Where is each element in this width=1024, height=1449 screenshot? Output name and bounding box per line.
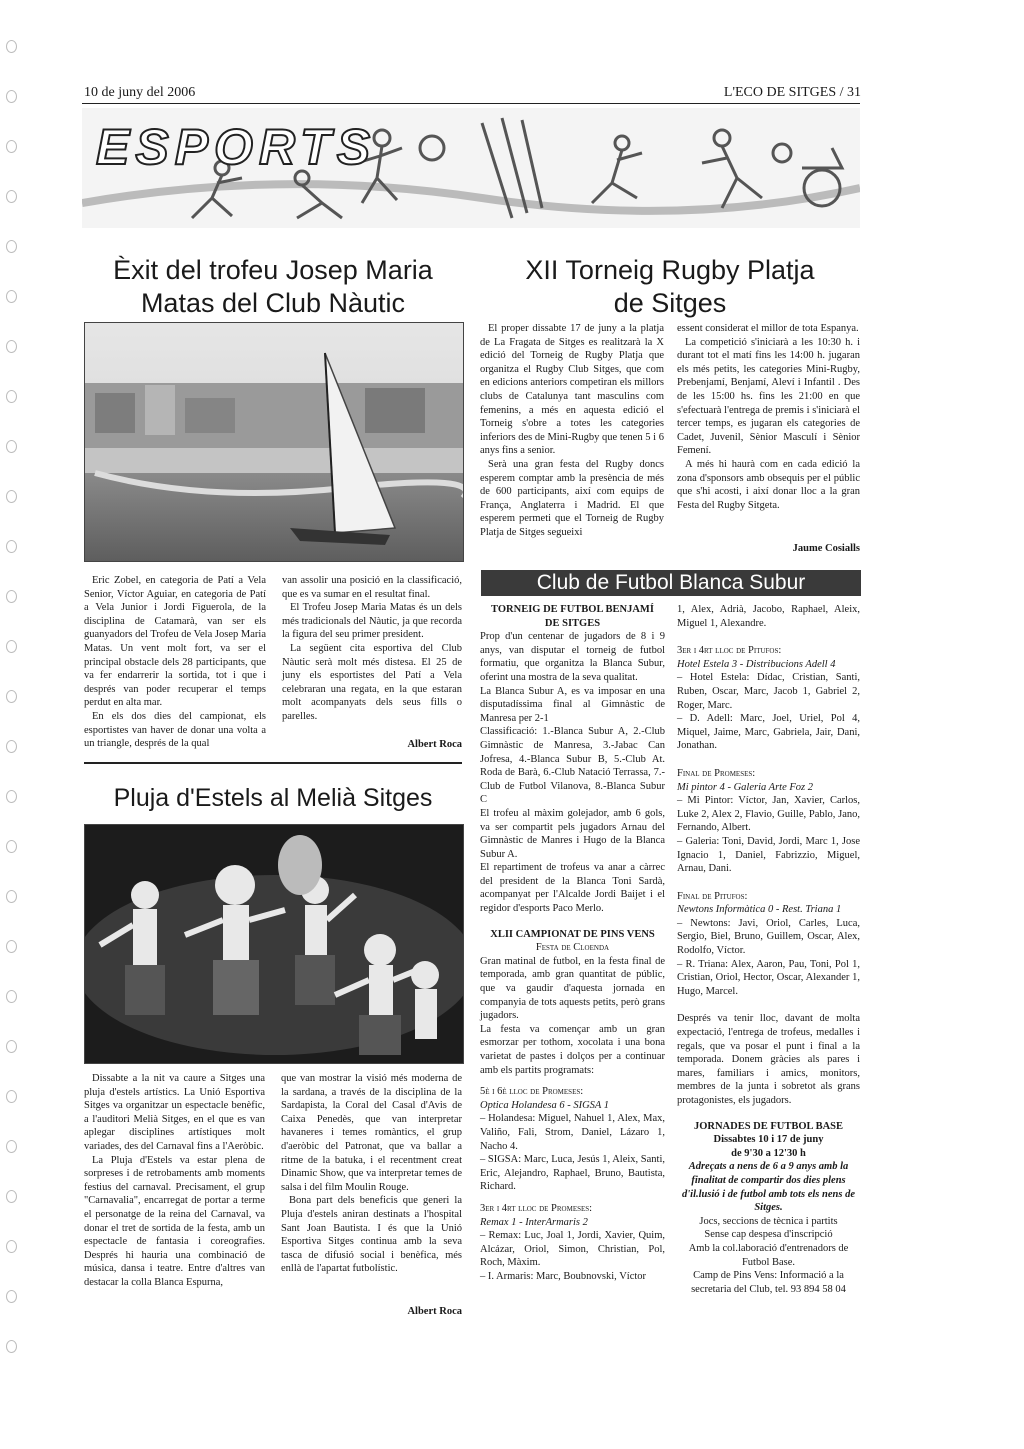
schedule-hours: de 9'30 a 12'30 h <box>731 1147 806 1159</box>
result-lineup: – Remax: Luc, Joal 1, Jordi, Xavier, Quim, Alcázar, Oriol, Simon, Christian, Pol, Roch, Màxim. <box>480 1230 665 1269</box>
paragraph: La següent cita esportiva del Club Nàutic serà molt més distesa. El 25 de juny els esportistes del Patí a Vela celebraran una regata, en la que estaran molt acompanyats dels seus fills o parelles. <box>282 642 462 722</box>
result-lineup: – SIGSA: Marc, Luca, Jesús 1, Aleix, Santi, Eric, Alejandro, Raphael, Bruno, Bautista, Richard. <box>480 1154 665 1193</box>
page-date: 10 de juny del 2006 <box>84 85 196 100</box>
result-match: Hotel Estela 3 - Distribucions Adell 4 <box>677 658 836 670</box>
schedule-info: Sense cap despesa d'inscripció <box>704 1229 833 1241</box>
paragraph: Bona part dels beneficis que generi la Pluja d'estels aniran destinats a l'hospital Sant Joan Bautista. I és que la Unió Esportiva Sitges continua amb la seva tasca de difusió social i benèfica, més enllà de l'apartat futbolístic. <box>281 1195 462 1275</box>
schedule-info: Jocs, seccions de tècnica i partits <box>699 1215 838 1227</box>
result-heading: Final de Promeses: <box>677 767 756 779</box>
subsection-subheading: Festa de Cloenda <box>535 942 610 954</box>
paragraph: Classificació: 1.-Blanca Subur A, 2.-Club Gimnàstic de Manresa, 3.-Jabac Can Jofresa, 4.-Blanca Subur B, 5.-Club At. Roda de Barà, 6.-Club Natació Terrassa, 7.-Club de Futbol Vilanova, 8.-Blanca Subur C <box>480 726 665 806</box>
result-lineup: – Galeria: Toni, David, Jordi, Marc 1, Jose Ignacio 1, Daniel, Fabrizzio, Miguel, Arnau, Dani. <box>677 835 860 875</box>
article2-author: Jaume Cosialls <box>792 543 860 554</box>
article1-column2 <box>282 574 462 724</box>
article2-title <box>480 254 860 320</box>
dance-image <box>85 825 463 1063</box>
result-lineup: – Hotel Estela: Dídac, Cristian, Santi, Ruben, Oscar, Marc, Jacob 1, Gabriel 2, Roger, Marc. <box>677 672 860 711</box>
article2-title-line1: XII Torneig Rugby Platja <box>525 255 815 285</box>
header-rule <box>82 103 860 104</box>
section-title: ESPORTS <box>96 119 377 175</box>
paragraph: essent considerat el millor de tota Espanya. <box>677 323 859 334</box>
club-banner: Club de Futbol Blanca Subur <box>481 570 861 596</box>
section-banner <box>82 108 860 228</box>
result-lineup: – D. Adell: Marc, Joel, Uriel, Pol 4, Miquel, Jaime, Marc, Gabriela, Jair, Dani, Jonathan. <box>677 713 860 752</box>
paragraph: En els dos dies del campionat, els esportistes van haver de donar una volta a un triangle, després de la qual <box>84 710 266 750</box>
result-heading: 5è i 6è lloc de Promeses: <box>480 1086 584 1098</box>
article1-title-line2: Matas del Club Nàutic <box>140 288 406 318</box>
result-match: Optica Holandesa 6 - SIGSA 1 <box>480 1099 609 1111</box>
schedule-dates: Dissabtes 10 i 17 de juny <box>713 1134 824 1146</box>
result-lineup: – I. Armaris: Marc, Boubnovski, Víctor <box>480 1270 647 1282</box>
schedule-target: Adreçats a nens de 6 a 9 anys amb la finalitat de compartir dos dies plens d'il.lusió i de futbol amb tots els nens de Sitges. <box>682 1161 855 1214</box>
subsection-heading: XLII CAMPIONAT DE PINS VENS <box>490 928 655 940</box>
paragraph: van assolir una posició en la classificació, que es va sumar en el resultat final. <box>282 575 462 600</box>
result-lineup: – Holandesa: Miguel, Nahuel 1, Alex, Max, Valiño, Fali, Strom, Daniel, Lázaro 1, Nacho 4. <box>480 1113 665 1152</box>
paragraph: La festa va començar amb un gran esmorzar per tothom, xocolata i una bona varietat de pastes i dolços per a continuar amb els partits programats: <box>480 1023 665 1076</box>
paragraph: El repartiment de trofeus va anar a càrrec del president de la Blanca Toni Sardà, acompanyat per l'Alcalde Jordi Baijet i el regidor d'esports Paco Merlo. <box>480 862 665 915</box>
paragraph: Després va tenir lloc, davant de molta expectació, l'entrega de trofeus, medalles i regals, que va posar el punt i final a la temporada. Donem gràcies als pares i mares, familiars i amics, monitors, membres de la junta i sobretot als grans protagonistes, els jugadors. <box>677 1013 860 1106</box>
article1-column1 <box>84 574 266 751</box>
paragraph: Eric Zobel, en categoria de Patí a Vela Senior, Víctor Aguiar, en categoria de Patí a Vela Junior i Jordi Figuerola, de la disciplina de Catamarà, van ser els guanyadors del Trofeu de Vela Josep Maria Matas. Un vent molt fort, va ser el principal obstacle dels 28 participants, que va fer endarrerir la sortida, tot i que i després van poder recuperar el temps perdut en alta mar. <box>84 575 266 709</box>
paragraph: La competició s'iniciarà a les 10:30 h. i durant tot el matí fins les 14:00 h. jugaran els més petits, les categories Mini-Rugby, Prebenjamí, Benjamí, Aleví i Infantil . Des de les 15:00 hs. fins les 21:00 en que s'efectuarà l'entrega de premis i s'iniciarà el tercer temps, es jugaran els categories de Cadet, Juvenil, Sènior Masculí i Sènior Femení. <box>677 336 860 457</box>
result-heading: 3er i 4rt lloc de Pitufos: <box>677 645 782 657</box>
subsection-heading: JORNADES DE FUTBOL BASE <box>693 1120 844 1132</box>
paragraph: La Pluja d'Estels va estar plena de sorpreses i de retrobaments amb moments festius del carnaval. Precisament, el grup "Carnavalia", encarregat de portar a terme el personatge de la reina del Carnaval, va donar el tret de sortida de la festa, amb un espectacle de fantasia i coreografies. Després hi hauria una combinació de música, dansa i teatre. Entre d'altres van destacar la colla Blanca Espurna, <box>84 1154 265 1288</box>
article-divider <box>84 762 462 764</box>
sailing-image <box>85 323 463 561</box>
result-lineup: – Newtons: Javi, Oriol, Carles, Luca, Sergio, Biel, Bruno, Guillem, Oscar, Alex, Rodolfo, Víctor. <box>677 917 860 957</box>
article3-column2 <box>281 1072 462 1276</box>
result-match: Newtons Informàtica 0 - Rest. Triana 1 <box>677 904 842 916</box>
article3-author: Albert Roca <box>407 1306 462 1317</box>
article3-title: Pluja d'Estels al Melià Sitges <box>113 784 433 812</box>
sailing-photo <box>84 322 464 562</box>
result-heading: Final de Pitufos: <box>677 890 748 902</box>
schedule-info: Amb la col.laboració d'entrenadors de Futbol Base. <box>688 1242 849 1268</box>
result-lineup: – Mi Pintor: Víctor, Jan, Xavier, Carlos, Luke 2, Alex 2, Flavio, Guille, Pablo, Jano, Fernando, Albert. <box>677 795 860 834</box>
result-heading: 3er i 4rt lloc de Promeses: <box>480 1202 593 1214</box>
article1-title-line1: Èxit del trofeu Josep Maria <box>113 255 433 285</box>
paragraph: Serà una gran festa del Rugby doncs esperem comptar amb la presència de més de 600 participants, així com equips de França, Anglaterra i Madrid. El que esperem permeti que el Torneig de Rugby Platja de Sitges segueixi <box>480 458 664 538</box>
paragraph: La Blanca Subur A, es va imposar en una disputadíssima final al Gimnàstic de Manresa per 2-1 <box>480 685 665 724</box>
article3-column1 <box>84 1072 265 1290</box>
result-match: Mi pintor 4 - Galeria Arte Foz 2 <box>677 781 814 793</box>
paragraph: A més hi haurà com en cada edició la zona d'sponsors amb obsequis per el públic que s'hi acosti, i així donar lloc a la gran Festa del Rugby Sitgeta. <box>677 458 860 511</box>
dance-photo <box>84 824 464 1064</box>
binder-holes <box>4 40 22 1420</box>
paragraph: El proper dissabte 17 de juny a la platja de La Fragata de Sitges es realitzarà la X edició del Torneig de Rugby Platja que organitza el Rugby Club Sitges, que com en edicions anteriors competiran els millors clubs de Catalunya tant masculins com femenins, a més en aquesta edició el Torneig s'obre a totes les categories inferiors des de Mini-Rugby que tenen 5 i 6 anys fins a senior. <box>480 323 664 457</box>
schedule-contact: Camp de Pins Vens: Informació a la secretaria del Club, tel. 93 894 58 04 <box>691 1270 846 1295</box>
result-match: Remax 1 - InterArmaris 2 <box>480 1216 588 1228</box>
article4-column1 <box>480 603 665 1284</box>
result-lineup: – R. Triana: Alex, Aaron, Pau, Toni, Pol 1, Cristian, Oriol, Hector, Oscar, Alexander 1, Hugo, Marcel. <box>677 958 860 997</box>
paragraph: El trofeu al màxim golejador, amb 6 gols, va ser compartit pels jugadors Arnau del Gimnàstic de Manres i Hugo de la Blanca Subur A. <box>480 807 665 860</box>
article2-column2 <box>677 322 860 512</box>
paragraph: Prop d'un centenar de jugadors de 8 i 9 anys, van disputar el torneig de futbol formatiu, que organitza la Blanca Subur, oferint una mostra de la seva qualitat. <box>480 631 665 683</box>
subsection-heading: DE SITGES <box>544 617 601 629</box>
publication-folio: L'ECO DE SITGES / 31 <box>723 85 861 100</box>
paragraph: Gran matinal de futbol, en la festa final de temporada, amb gran quantitat de públic, que va gaudir d'aquesta jornada en companyia de tots aquests petits, però grans jugadors. <box>480 955 665 1022</box>
article1-author: Albert Roca <box>407 739 462 750</box>
result-lineup: 1, Alex, Adrià, Jacobo, Raphael, Aleix, Miguel 1, Alexandre. <box>677 604 860 629</box>
article2-title-line2: de Sitges <box>613 288 727 318</box>
subsection-heading: TORNEIG DE FUTBOL BENJAMÍ <box>491 604 654 615</box>
article1-title <box>84 254 462 320</box>
paragraph: que van mostrar la visió més moderna de la sardana, a través de la disciplina de la Sardapista, la Coral del Casal d'Avis de Caixa Penedès, que van interpretar havaneres i temes romàntics, el grup d'aeròbic del Patronat, que va ballar a ritme de la batuka, i el recentment creat Dinamic Show, que va interpretar temes de salsa i del film Moulin Rouge. <box>281 1073 462 1193</box>
article2-column1 <box>480 322 664 540</box>
paragraph: Dissabte a la nit va caure a Sitges una pluja d'estels artístics. La Unió Esportiva Sitges va organitzar un espectacle benèfic, a l'auditori Melià Sitges, en el que es van aplegar disciplines artístiques molt variades, des del Carnaval fins a l'Aeròbic. <box>84 1073 265 1152</box>
paragraph: El Trofeu Josep Maria Matas és un dels més tradicionals del Nàutic, ja que recorda la figura del seu primer president. <box>282 602 462 641</box>
article4-column2 <box>677 603 860 1296</box>
